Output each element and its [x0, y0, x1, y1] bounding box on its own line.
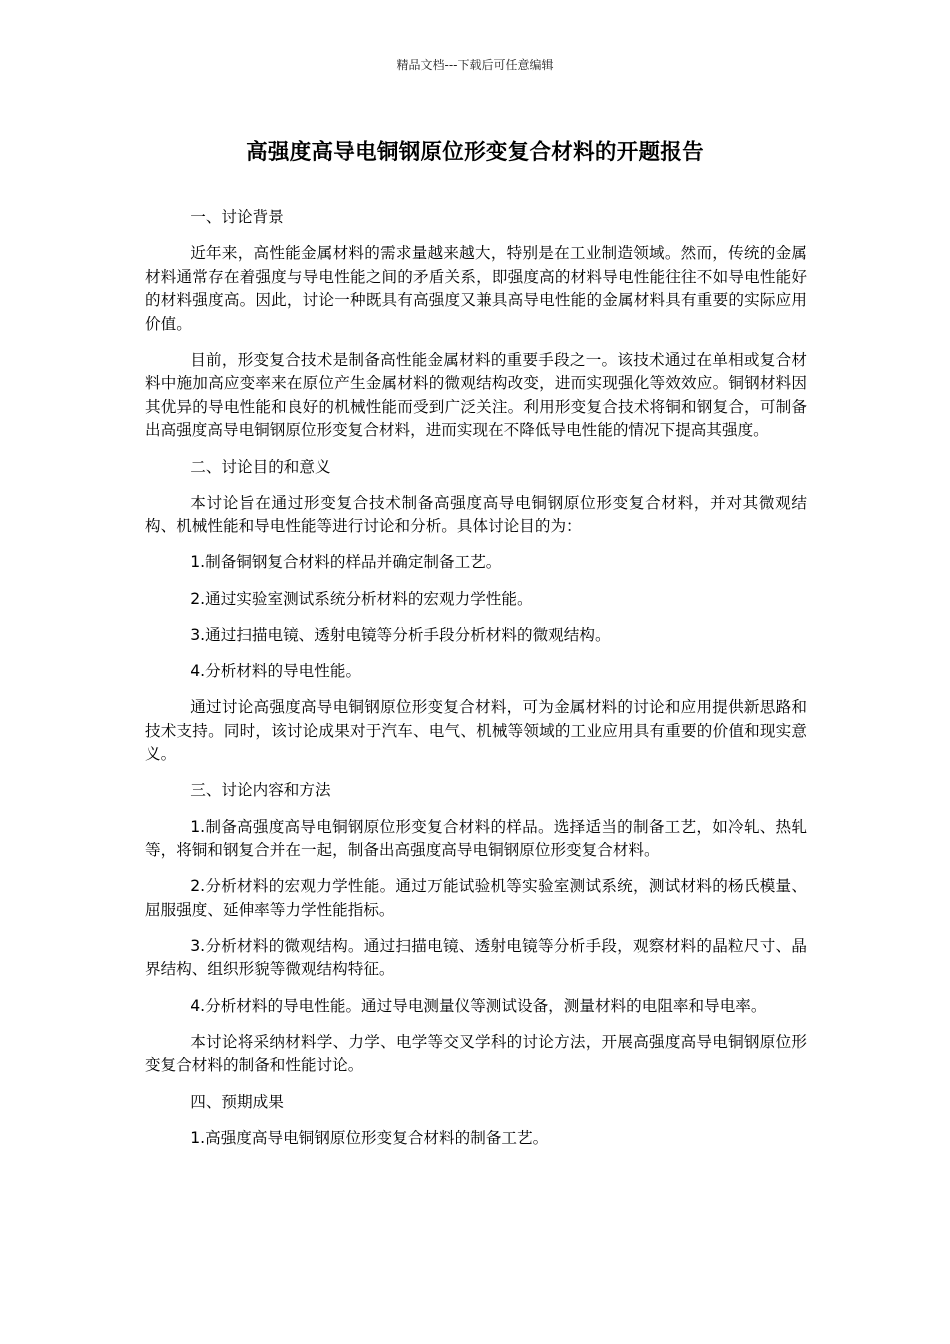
list-item: 2.通过实验室测试系统分析材料的宏观力学性能。: [190, 589, 533, 608]
list-item: 3.通过扫描电镜、透射电镜等分析手段分析材料的微观结构。: [190, 625, 611, 644]
paragraph: 通过讨论高强度高导电铜钢原位形变复合材料，可为金属材料的讨论和应用提供新思路和技术支持。同时，该讨论成果对于汽车、电气、机械等领域的工业应用具有重要的价值和现实意义。: [145, 698, 807, 764]
document-body: [145, 206, 807, 1163]
paragraph: 近年来，高性能金属材料的需求量越来越大，特别是在工业制造领域。然而，传统的金属材料通常存在着强度与导电性能之间的矛盾关系，即强度高的材料导电性能往往不如导电性能好的材料强度高。因此，讨论一种既具有高强度又兼具高导电性能的金属材料具有重要的实际应用价值。: [145, 244, 807, 333]
section-heading-background: 一、讨论背景: [190, 208, 284, 226]
paragraph: 本讨论将采纳材料学、力学、电学等交叉学科的讨论方法，开展高强度高导电铜钢原位形变复合材料的制备和性能讨论。: [145, 1032, 807, 1075]
document-title: 高强度高导电铜钢原位形变复合材料的开题报告: [246, 140, 704, 165]
paragraph: 目前，形变复合技术是制备高性能金属材料的重要手段之一。该技术通过在单相或复合材料中施加高应变率来在原位产生金属材料的微观结构改变，进而实现强化等效效应。铜钢材料因其优异的导电性能和良好的机械性能而受到广泛关注。利用形变复合技术将铜和钢复合，可制备出高强度高导电铜钢原位形变复合材料，进而实现在不降低导电性能的情况下提高其强度。: [145, 350, 807, 440]
list-item: 4.分析材料的导电性能。: [190, 662, 362, 680]
list-item: 3.分析材料的微观结构。通过扫描电镜、透射电镜等分析手段，观察材料的晶粒尺寸、晶界结构、组织形貌等微观结构特征。: [145, 936, 807, 979]
list-item: 4.分析材料的导电性能。通过导电测量仪等测试设备，测量材料的电阻率和导电率。: [190, 996, 767, 1015]
list-item: 1.制备高强度高导电铜钢原位形变复合材料的样品。选择适当的制备工艺，如冷轧、热轧等，将铜和钢复合并在一起，制备出高强度高导电铜钢原位形变复合材料。: [145, 817, 807, 860]
section-heading-results: 四、预期成果: [190, 1092, 284, 1111]
header-note: 精品文档---下载后可任意编辑: [396, 58, 554, 72]
paragraph: 本讨论旨在通过形变复合技术制备高强度高导电铜钢原位形变复合材料，并对其微观结构、机械性能和导电性能等进行讨论和分析。具体讨论目的为：: [145, 493, 807, 536]
list-item: 2.分析材料的宏观力学性能。通过万能试验机等实验室测试系统，测试材料的杨氏模量、屈服强度、延伸率等力学性能指标。: [145, 877, 807, 919]
section-heading-methods: 三、讨论内容和方法: [190, 781, 331, 800]
list-item: 1.制备铜钢复合材料的样品并确定制备工艺。: [190, 553, 502, 572]
section-heading-purpose: 二、讨论目的和意义: [190, 457, 331, 476]
list-item: 1.高强度高导电铜钢原位形变复合材料的制备工艺。: [190, 1128, 549, 1147]
